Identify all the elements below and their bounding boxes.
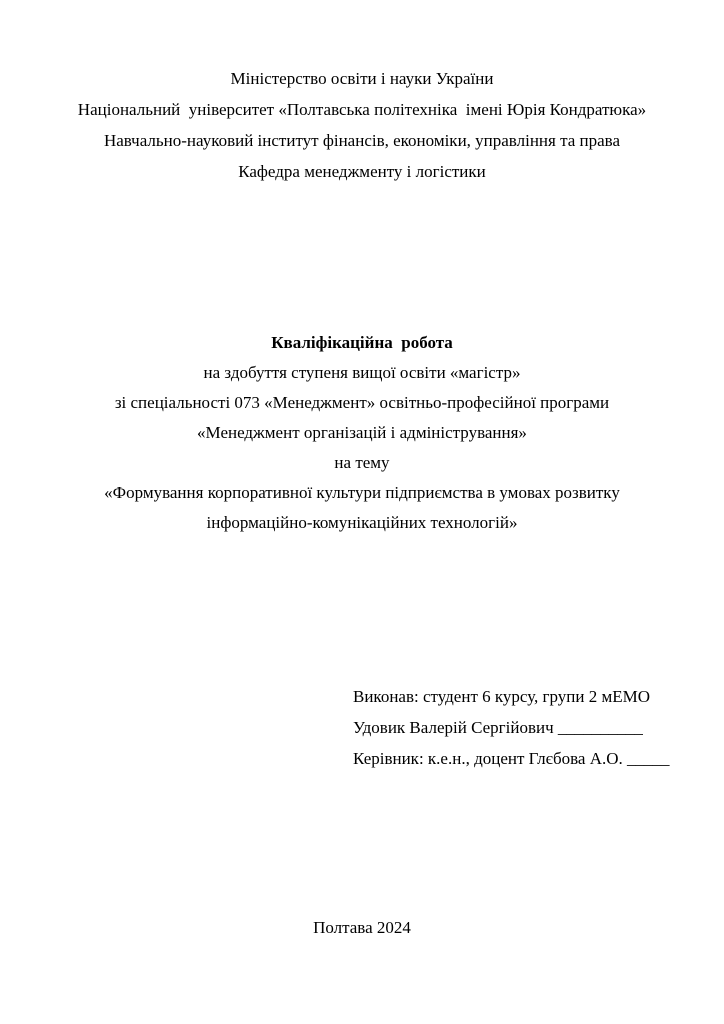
title-block bbox=[0, 328, 724, 538]
theme-line-1: «Формування корпоративної культури підприємства в умовах розвитку bbox=[104, 483, 620, 502]
supervisor-line: Керівник: к.е.н., доцент Глєбова А.О. _____ bbox=[353, 749, 670, 768]
footer-block bbox=[0, 917, 724, 939]
degree-line: на здобуття ступеня вищої освіти «магістр» bbox=[203, 363, 521, 382]
theme-label: на тему bbox=[334, 453, 390, 472]
specialty-line: зі спеціальності 073 «Менеджмент» освітньо-професійної програми bbox=[114, 393, 610, 412]
institute-line: Навчально-науковий інститут фінансів, економіки, управління та права bbox=[103, 131, 621, 150]
ministry-line: Міністерство освіти і науки України bbox=[230, 69, 494, 88]
executor-line: Виконав: студент 6 курсу, групи 2 мЕМО bbox=[353, 687, 650, 706]
header-block bbox=[0, 63, 724, 187]
department-line: Кафедра менеджменту і логістики bbox=[238, 162, 486, 181]
signature-block bbox=[353, 681, 670, 774]
student-name-line: Удовик Валерій Сергійович __________ bbox=[353, 718, 643, 737]
theme-line-2: інформаційно-комунікаційних технологій» bbox=[206, 513, 518, 532]
work-type-title: Кваліфікаційна робота bbox=[271, 333, 453, 352]
university-line: Національний університет «Полтавська політехніка імені Юрія Кондратюка» bbox=[77, 100, 647, 119]
program-line: «Менеджмент організацій і адміністрування» bbox=[197, 423, 527, 442]
city-year-line: Полтава 2024 bbox=[313, 918, 411, 937]
